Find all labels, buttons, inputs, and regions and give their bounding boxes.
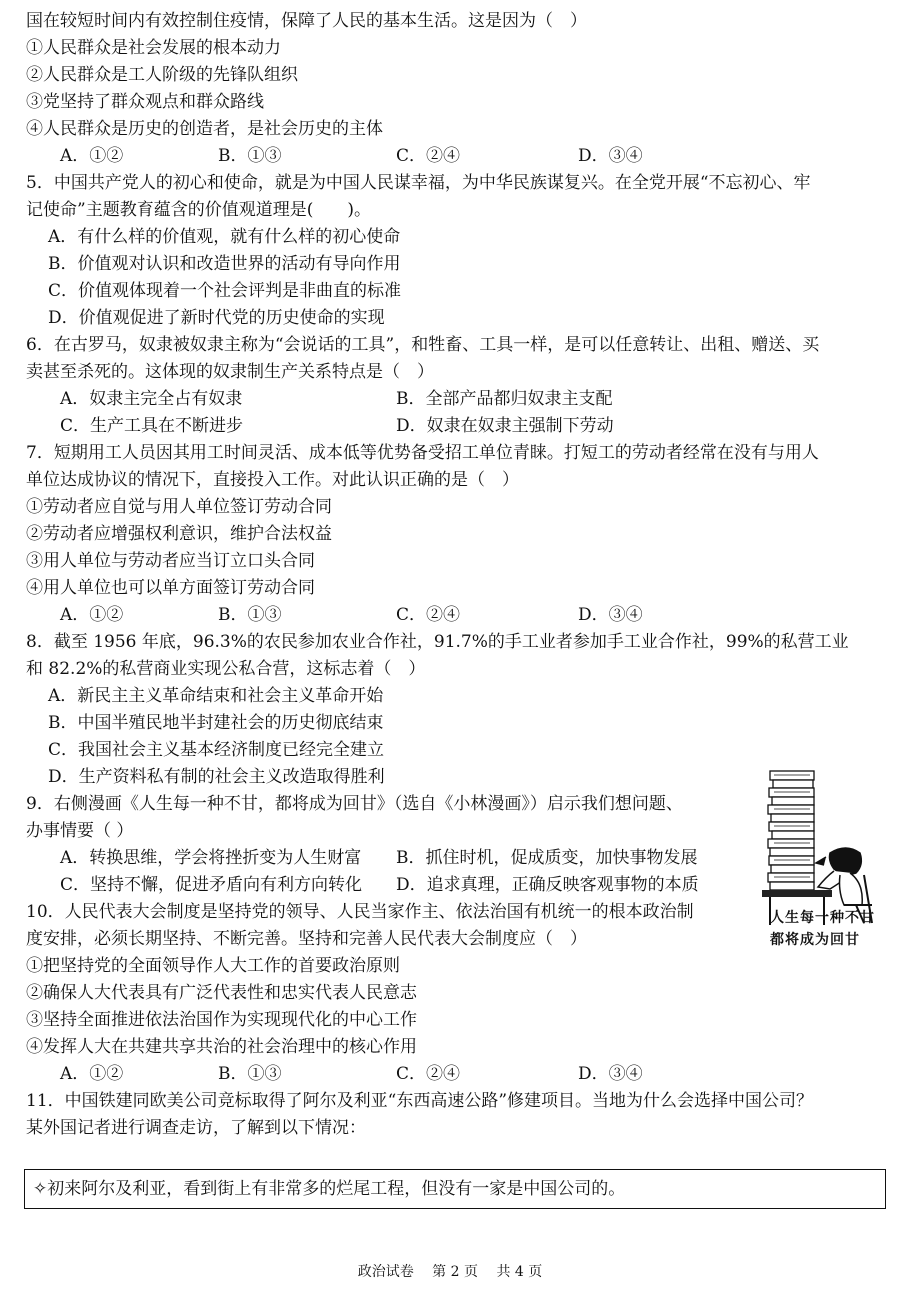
q7-option-d[interactable]: D．③④ bbox=[578, 605, 643, 625]
q9-option-c[interactable]: C．坚持不懈，促进矛盾向有利方向转化 bbox=[60, 875, 363, 895]
q5-stem-line-1: 5．中国共产党人的初心和使命，就是为中国人民谋幸福，为中华民族谋复兴。在全党开展“不忘初心、牢 bbox=[26, 173, 811, 193]
q5-option-c[interactable]: C．价值观体现着一个社会评判是非曲直的标准 bbox=[48, 281, 402, 301]
q6-option-a[interactable]: A．奴隶主完全占有奴隶 bbox=[60, 389, 243, 409]
q11-stem-line-2: 某外国记者进行调查走访，了解到以下情况： bbox=[26, 1118, 366, 1138]
q10-option-b[interactable]: B．①③ bbox=[218, 1064, 282, 1084]
q8-option-c[interactable]: C．我国社会主义基本经济制度已经完全建立 bbox=[48, 740, 385, 760]
q4-option-c[interactable]: C．②④ bbox=[396, 146, 461, 166]
book-stack-icon bbox=[768, 771, 814, 890]
q9-option-b[interactable]: B．抓住时机，促成质变，加快事物发展 bbox=[396, 848, 698, 868]
q8-stem-line-1: 8．截至 1956 年底，96.3%的农民参加农业合作社，91.7%的手工业者参加手工业合作社，99%的私营工业 bbox=[26, 632, 849, 652]
q10-statement-1: ①把坚持党的全面领导作人大工作的首要政治原则 bbox=[26, 956, 400, 976]
q7-statement-4: ④用人单位也可以单方面签订劳动合同 bbox=[26, 578, 315, 598]
desk-icon bbox=[762, 890, 832, 897]
q4-option-a[interactable]: A．①② bbox=[60, 146, 124, 166]
q7-statement-3: ③用人单位与劳动者应当订立口头合同 bbox=[26, 551, 315, 571]
q9-stem-line-2: 办事情要（ ） bbox=[26, 821, 134, 841]
q6-option-c[interactable]: C．生产工具在不断进步 bbox=[60, 416, 244, 436]
q11-stem-line-1: 11．中国铁建同欧美公司竞标取得了阿尔及利亚“东西高速公路”修建项目。当地为什么会选择中国公司？ bbox=[26, 1091, 814, 1111]
q7-stem-line-2: 单位达成协议的情况下，直接投入工作。对此认识正确的是（ ） bbox=[26, 470, 519, 490]
q11-material-text: ✧初来阿尔及利亚，看到街上有非常多的烂尾工程，但没有一家是中国公司的。 bbox=[33, 1179, 626, 1199]
q8-option-a[interactable]: A．新民主主义革命结束和社会主义革命开始 bbox=[48, 686, 384, 706]
q6-stem-line-1: 6．在古罗马，奴隶被奴隶主称为“会说话的工具”，和牲畜、工具一样，是可以任意转让、出租、赠送、买 bbox=[26, 335, 820, 355]
q4-statement-4: ④人民群众是历史的创造者，是社会历史的主体 bbox=[26, 119, 383, 139]
q8-option-d[interactable]: D．生产资料私有制的社会主义改造取得胜利 bbox=[48, 767, 385, 787]
q4-statement-3: ③党坚持了群众观点和群众路线 bbox=[26, 92, 264, 112]
q10-option-c[interactable]: C．②④ bbox=[396, 1064, 461, 1084]
q7-option-b[interactable]: B．①③ bbox=[218, 605, 282, 625]
page-footer: 政治试卷 第 2 页 共 4 页 bbox=[357, 1264, 543, 1280]
q5-option-a[interactable]: A．有什么样的价值观，就有什么样的初心使命 bbox=[48, 227, 401, 247]
q4-statement-1: ①人民群众是社会发展的根本动力 bbox=[26, 38, 281, 58]
q7-stem-line-1: 7．短期用工人员因其用工时间灵活、成本低等优势备受招工单位青睐。打短工的劳动者经常在没有与用人 bbox=[26, 443, 819, 463]
q9-stem-line-1: 9．右侧漫画《人生每一种不甘，都将成为回甘》（选自《小林漫画》）启示我们想问题、 bbox=[26, 794, 683, 814]
q9-option-d[interactable]: D．追求真理，正确反映客观事物的本质 bbox=[396, 875, 699, 895]
q6-stem-line-2: 卖甚至杀死的。这体现的奴隶制生产关系特点是（ ） bbox=[26, 362, 434, 382]
q6-option-d[interactable]: D．奴隶在奴隶主强制下劳动 bbox=[396, 416, 614, 436]
q4-option-d[interactable]: D．③④ bbox=[578, 146, 643, 166]
q8-option-b[interactable]: B．中国半殖民地半封建社会的历史彻底结束 bbox=[48, 713, 384, 733]
q9-option-a[interactable]: A．转换思维，学会将挫折变为人生财富 bbox=[60, 848, 362, 868]
q5-stem-line-2: 记使命”主题教育蕴含的价值观道理是( )。 bbox=[26, 200, 371, 220]
cartoon-caption-line-1: 人生每一种不甘 bbox=[770, 910, 875, 926]
q10-statement-3: ③坚持全面推进依法治国作为实现现代化的中心工作 bbox=[26, 1010, 417, 1030]
q11-material-box bbox=[24, 1169, 886, 1209]
q7-statement-1: ①劳动者应自觉与用人单位签订劳动合同 bbox=[26, 497, 332, 517]
q10-stem-line-2: 度安排，必须长期坚持、不断完善。坚持和完善人民代表大会制度应（ ） bbox=[26, 929, 587, 949]
q4-option-b[interactable]: B．①③ bbox=[218, 146, 282, 166]
q7-statement-2: ②劳动者应增强权利意识，维护合法权益 bbox=[26, 524, 332, 544]
q5-option-b[interactable]: B．价值观对认识和改造世界的活动有导向作用 bbox=[48, 254, 401, 274]
q10-statement-2: ②确保人大代表具有广泛代表性和忠实代表人民意志 bbox=[26, 983, 417, 1003]
q7-option-a[interactable]: A．①② bbox=[60, 605, 124, 625]
q5-option-d[interactable]: D．价值观促进了新时代党的历史使命的实现 bbox=[48, 308, 385, 328]
q10-option-a[interactable]: A．①② bbox=[60, 1064, 124, 1084]
q8-stem-line-2: 和 82.2%的私营商业实现公私合营，这标志着（ ） bbox=[26, 659, 426, 679]
q6-option-b[interactable]: B．全部产品都归奴隶主支配 bbox=[396, 389, 613, 409]
cartoon-caption-line-2: 都将成为回甘 bbox=[770, 932, 860, 948]
q4-statement-2: ②人民群众是工人阶级的先锋队组织 bbox=[26, 65, 298, 85]
q10-stem-line-1: 10．人民代表大会制度是坚持党的领导、人民当家作主、依法治国有机统一的根本政治制 bbox=[26, 902, 694, 922]
q10-statement-4: ④发挥人大在共建共享共治的社会治理中的核心作用 bbox=[26, 1037, 417, 1057]
q7-option-c[interactable]: C．②④ bbox=[396, 605, 461, 625]
q10-option-d[interactable]: D．③④ bbox=[578, 1064, 643, 1084]
q4-continuation: 国在较短时间内有效控制住疫情，保障了人民的基本生活。这是因为（ ） bbox=[26, 11, 587, 31]
